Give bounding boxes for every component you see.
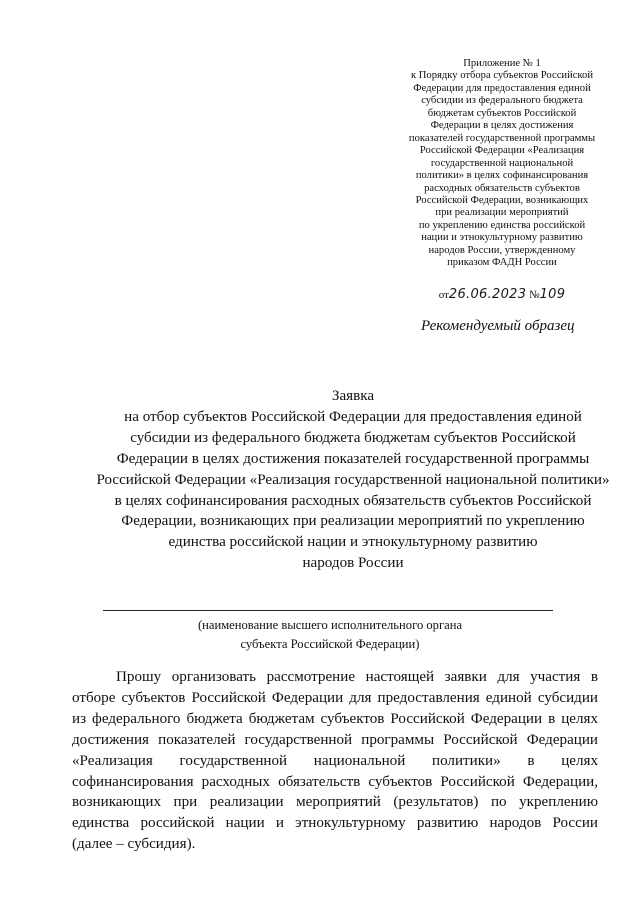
order-number: 109 — [539, 287, 566, 302]
organ-name-blank-line — [103, 610, 553, 611]
number-prefix: № — [529, 289, 540, 301]
caption-line: (наименование высшего исполнительного органа — [197, 618, 463, 632]
appendix-line: приказом ФАДН России — [447, 257, 557, 269]
appendix-line: Федерации для предоставления единой — [413, 82, 591, 94]
title-line: единства российской нации и этнокультурному развитию — [168, 534, 538, 551]
appendix-line: показателей государственной программы — [408, 132, 596, 144]
title-line: на отбор субъектов Российской Федерации для предоставления единой — [124, 408, 582, 425]
paragraph-line: софинансирования расходных обязательств субъектов Российской Федерации, — [72, 773, 598, 790]
appendix-line: политики» в целях софинансирования — [415, 170, 589, 182]
appendix-line: народов России, утвержденному — [428, 244, 576, 256]
appendix-line: по укреплению единства российской — [418, 219, 586, 231]
title-line: субсидии из федерального бюджета бюджетам субъектов Российской — [130, 429, 576, 446]
paragraph-line: (далее – субсидия). — [72, 836, 196, 853]
caption-line: субъекта Российской Федерации) — [240, 637, 420, 651]
title-line: народов России — [302, 555, 404, 572]
paragraph-line: Прошу организовать рассмотрение настоящей заявки для участия в — [116, 669, 598, 685]
organ-name-caption — [100, 616, 560, 654]
request-paragraph — [72, 667, 598, 855]
appendix-line: Российской Федерации «Реализация — [419, 145, 585, 157]
order-date: 26.06.2023 — [448, 287, 527, 302]
appendix-line: Приложение № 1 — [463, 58, 541, 69]
order-date-number — [380, 287, 624, 302]
title-line: в целях софинансирования расходных обязательств субъектов Российской — [114, 492, 592, 509]
title-line: Федерации, возникающих при реализации мероприятий по укреплению — [121, 513, 585, 530]
appendix-line: государственной национальной — [430, 157, 574, 169]
appendix-line: субсидии из федерального бюджета — [421, 95, 583, 107]
appendix-block — [380, 58, 624, 270]
paragraph-line: отборе субъектов Российской Федерации для предоставления единой субсидии — [72, 689, 598, 706]
appendix-line: бюджетам субъектов Российской — [427, 107, 577, 119]
document-title — [60, 386, 640, 574]
appendix-line: расходных обязательств субъектов — [424, 182, 580, 194]
paragraph-line: «Реализация государственной национальной политики» в целях — [72, 752, 598, 769]
date-prefix: от — [438, 289, 449, 301]
appendix-line: нации и этнокультурному развитию — [421, 232, 583, 244]
title-line: Российской Федерации «Реализация государственной национальной политики» — [96, 471, 610, 488]
title-line: Заявка — [331, 388, 375, 404]
paragraph-line: единства российской нации и этнокультурному развитию народов России — [72, 815, 598, 832]
appendix-line: при реализации мероприятий — [435, 207, 569, 219]
paragraph-line: из федерального бюджета бюджетам субъектов Российской Федерации в целях — [72, 710, 598, 727]
paragraph-line: достижения показателей государственной программы Российской Федерации — [72, 731, 598, 748]
appendix-line: к Порядку отбора субъектов Российской — [410, 70, 594, 82]
title-line: Федерации в целях достижения показателей государственной программы — [116, 450, 590, 467]
paragraph-line: возникающих при реализации мероприятий (результатов) по укреплению — [72, 794, 598, 811]
recommended-sample-label: Рекомендуемый образец — [421, 318, 575, 334]
appendix-line: Федерации в целях достижения — [430, 120, 574, 132]
appendix-line: Российской Федерации, возникающих — [415, 194, 589, 206]
